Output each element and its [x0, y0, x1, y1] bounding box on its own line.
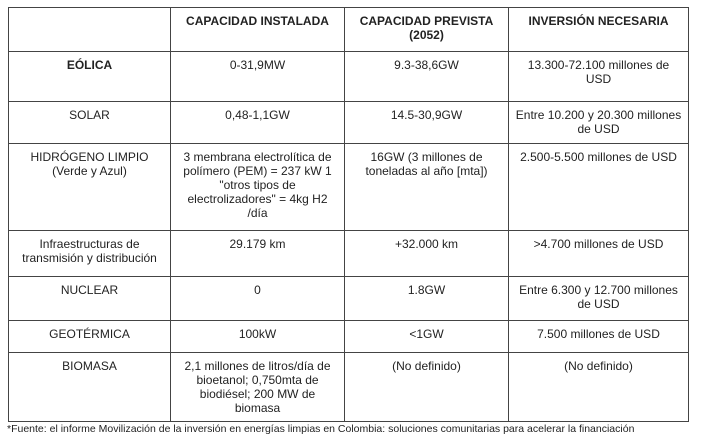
- table-cell: 0-31,9MW: [171, 52, 345, 102]
- table-row: [9, 231, 689, 277]
- header-capacidad-prevista: CAPACIDAD PREVISTA (2052): [345, 8, 509, 52]
- table-cell: 0: [171, 277, 345, 321]
- table-cell: 100kW: [171, 321, 345, 353]
- table-cell: 2.500-5.500 millones de USD: [509, 144, 689, 231]
- row-label: EÓLICA: [9, 52, 171, 102]
- table-cell: 2,1 millones de litros/día de bioetanol; 0,750mta de biodiésel; 200 MW de biomasa: [171, 353, 345, 422]
- header-cell-empty: [9, 8, 171, 52]
- table-cell: Entre 10.200 y 20.300 millones de USD: [509, 102, 689, 144]
- table-cell: 0,48-1,1GW: [171, 102, 345, 144]
- table-cell: 7.500 millones de USD: [509, 321, 689, 353]
- table-cell: (No definido): [345, 353, 509, 422]
- header-capacidad-instalada: CAPACIDAD INSTALADA: [171, 8, 345, 52]
- table-row: [9, 353, 689, 422]
- row-label: GEOTÉRMICA: [9, 321, 171, 353]
- source-footnote: *Fuente: el informe Movilización de la inversión en energías limpias en Colombia: soluciones comunitarias para acelerar la financiación: [7, 423, 635, 435]
- table-row: [9, 144, 689, 231]
- row-label: HIDRÓGENO LIMPIO (Verde y Azul): [9, 144, 171, 231]
- table-cell: +32.000 km: [345, 231, 509, 277]
- table-cell: >4.700 millones de USD: [509, 231, 689, 277]
- row-label: SOLAR: [9, 102, 171, 144]
- table-cell: 16GW (3 millones de toneladas al año [mta]): [345, 144, 509, 231]
- row-label: BIOMASA: [9, 353, 171, 422]
- table-row: [9, 102, 689, 144]
- header-inversion-necesaria: INVERSIÓN NECESARIA: [509, 8, 689, 52]
- table-row: [9, 321, 689, 353]
- table-cell: Entre 6.300 y 12.700 millones de USD: [509, 277, 689, 321]
- table-cell: 1.8GW: [345, 277, 509, 321]
- row-label: NUCLEAR: [9, 277, 171, 321]
- table-cell: 3 membrana electrolítica de polímero (PEM) = 237 kW 1 "otros tipos de electrolizadores" = 4kg H2 /día: [171, 144, 345, 231]
- table-cell: <1GW: [345, 321, 509, 353]
- header-row: [9, 8, 689, 52]
- table-row: [9, 277, 689, 321]
- table-cell: (No definido): [509, 353, 689, 422]
- table-cell: 14.5-30,9GW: [345, 102, 509, 144]
- table-row: [9, 52, 689, 102]
- row-label: Infraestructuras de transmisión y distribución: [9, 231, 171, 277]
- table-cell: 13.300-72.100 millones de USD: [509, 52, 689, 102]
- energy-table: [8, 7, 689, 422]
- table-cell: 9.3-38,6GW: [345, 52, 509, 102]
- table-cell: 29.179 km: [171, 231, 345, 277]
